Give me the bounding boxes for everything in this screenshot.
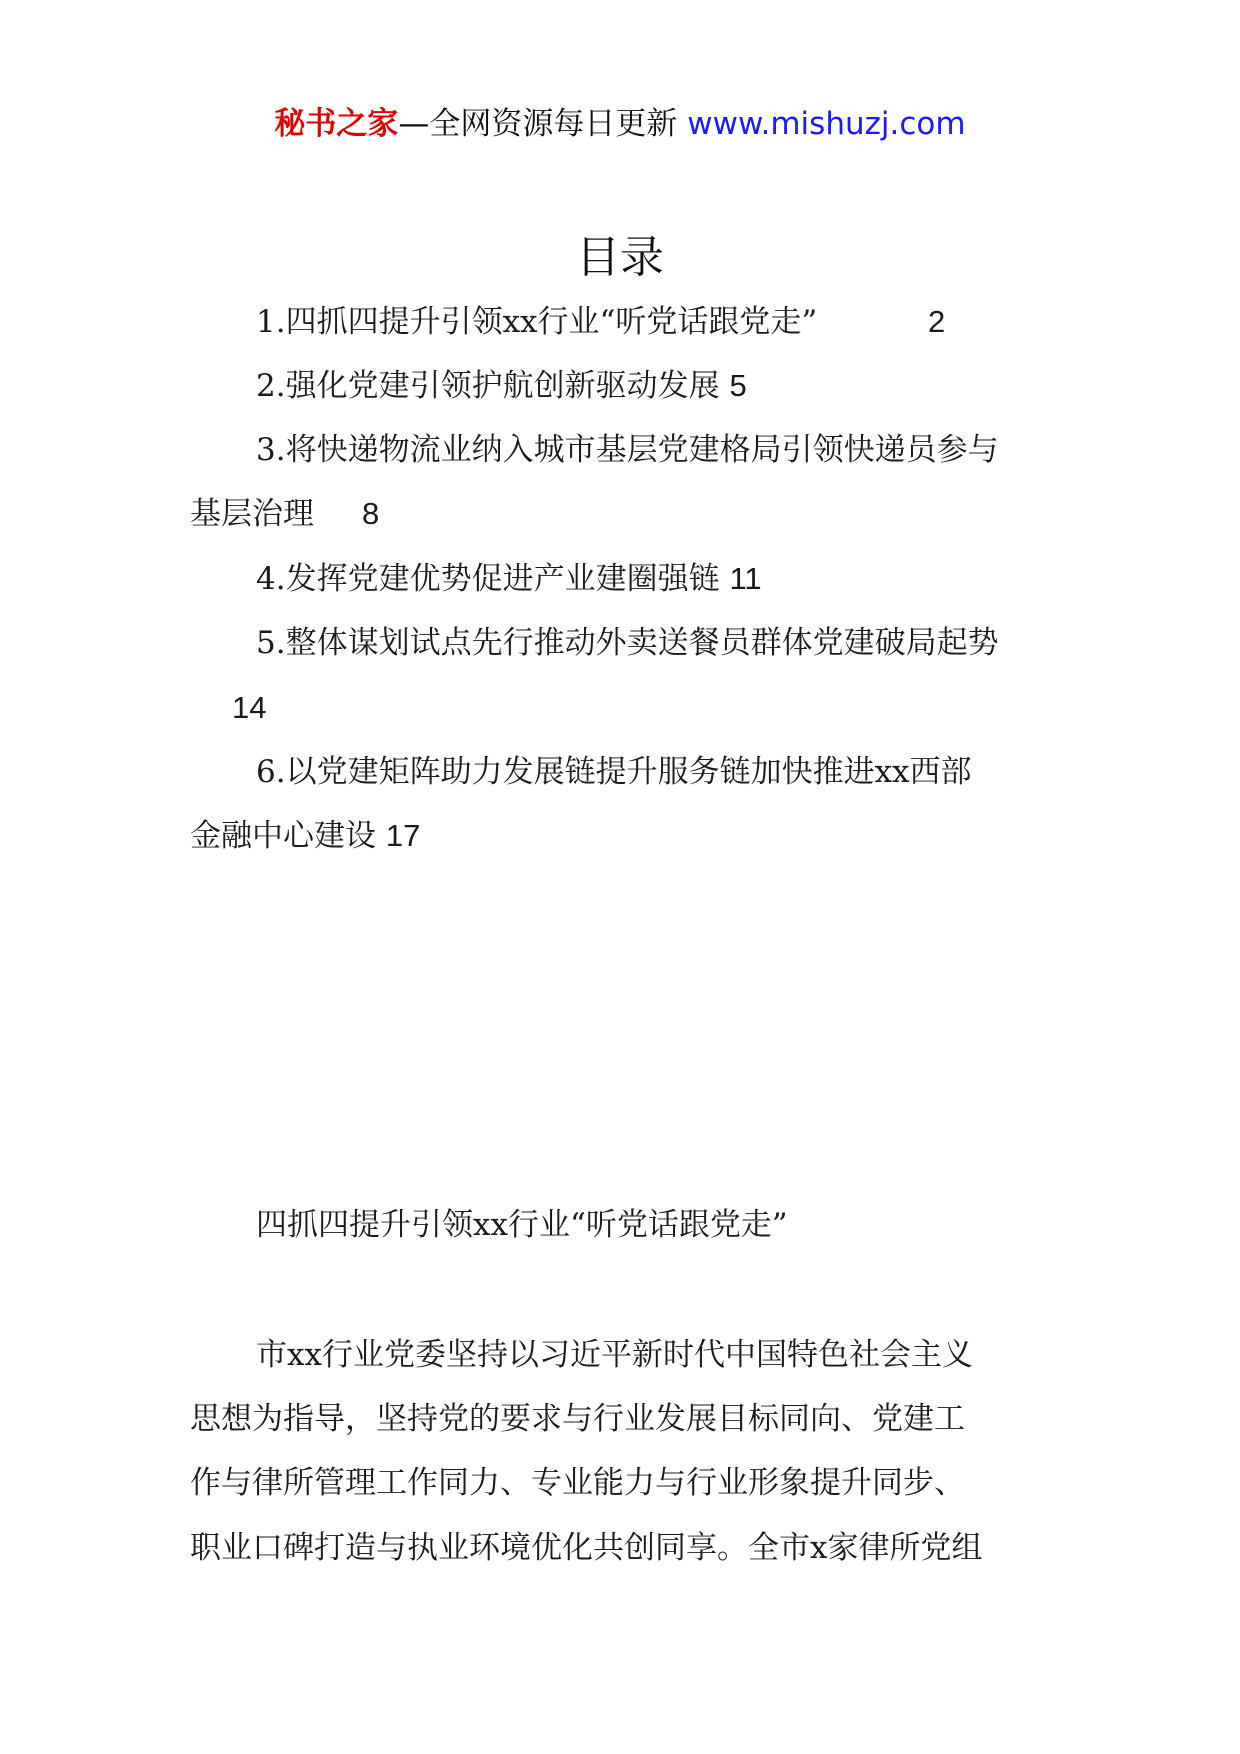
toc-item-5[interactable]: 5.整体谋划试点先行推动外卖送餐员群体党建破局起势 — [256, 625, 999, 661]
header-tagline: —全网资源每日更新 — [398, 106, 678, 142]
toc-item-3-page: 8 — [362, 496, 380, 531]
article-paragraph-line-1: 市xx行业党委坚持以习近平新时代中国特色社会主义 — [256, 1337, 973, 1373]
article-paragraph-line-2: 思想为指导，坚持党的要求与行业发展目标同向、党建工 — [190, 1401, 965, 1437]
toc-item-text: 2.强化党建引领护航创新驱动发展 — [256, 368, 720, 404]
toc-item-3-line-1[interactable]: 3.将快递物流业纳入城市基层党建格局引领快递员参与 — [256, 432, 999, 468]
brand-name: 秘书之家 — [274, 106, 399, 142]
toc-item-5-page: 14 — [232, 690, 267, 725]
toc-title: 目录 — [576, 232, 664, 283]
toc-item-3-line-2[interactable]: 基层治理 — [190, 496, 314, 532]
toc-item-text: 1.四抓四提升引领xx行业“听党话跟党走” — [256, 304, 818, 340]
site-url[interactable]: www.mishuzj.com — [687, 106, 966, 142]
toc-item-6-page: 17 — [385, 818, 421, 853]
toc-item-4[interactable] — [256, 557, 762, 601]
article-title: 四抓四提升引领xx行业“听党话跟党走” — [256, 1207, 788, 1243]
site-header — [0, 102, 1240, 146]
toc-item-2[interactable] — [256, 364, 747, 408]
toc-item-text: 金融中心建设 — [190, 818, 376, 854]
toc-item-2-page: 5 — [729, 368, 747, 403]
toc-item-1[interactable] — [256, 300, 817, 344]
article-paragraph-line-4: 职业口碑打造与执业环境优化共创同享。全市x家律所党组 — [190, 1530, 983, 1566]
toc-item-text: 4.发挥党建优势促进产业建圈强链 — [256, 561, 720, 597]
article-paragraph-line-3: 作与律所管理工作同力、专业能力与行业形象提升同步、 — [190, 1465, 965, 1501]
toc-item-6-line-2[interactable] — [190, 814, 420, 858]
toc-item-6-line-1[interactable]: 6.以党建矩阵助力发展链提升服务链加快推进xx西部 — [256, 754, 972, 790]
toc-item-4-page: 11 — [729, 561, 762, 596]
toc-item-1-page: 2 — [928, 304, 946, 339]
